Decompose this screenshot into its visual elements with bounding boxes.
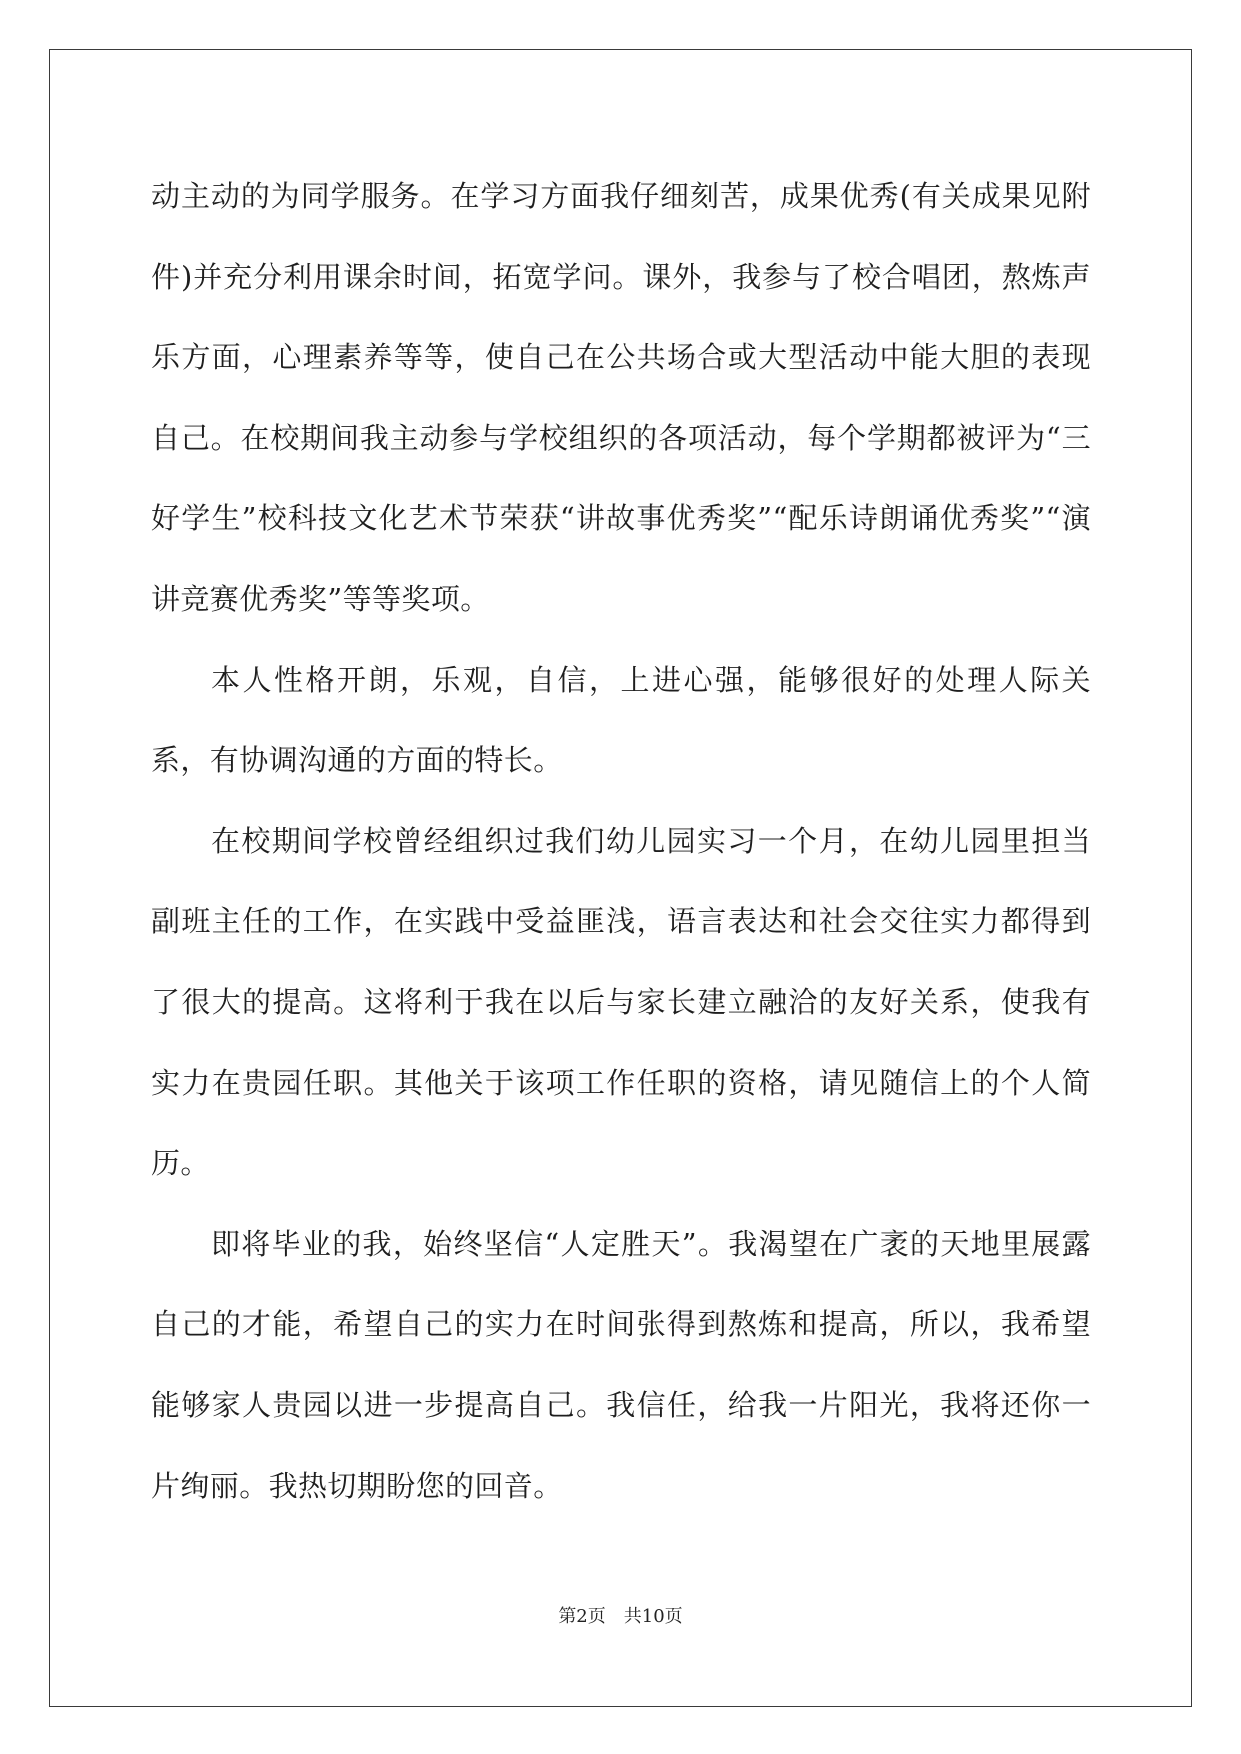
page-total: 共10页	[623, 1606, 683, 1627]
paragraph-1: 动主动的为同学服务。在学习方面我仔细刻苦，成果优秀(有关成果见附件)并充分利用课余时间，拓宽学问。课外，我参与了校合唱团，熬炼声乐方面，心理素养等等，使自己在公共场合或大型活动中能大胆的表现自己。在校期间我主动参与学校组织的各项活动，每个学期都被评为“三好学生”校科技文化艺术节荣获“讲故事优秀奖”“配乐诗朗诵优秀奖”“演讲竞赛优秀奖”等等奖项。	[151, 179, 1091, 616]
paragraph-2: 本人性格开朗，乐观，自信，上进心强，能够很好的处理人际关系，有协调沟通的方面的特长。	[151, 662, 1091, 778]
page-number: 第2页	[558, 1606, 606, 1627]
paragraph-3: 在校期间学校曾经组织过我们幼儿园实习一个月，在幼儿园里担当副班主任的工作，在实践中受益匪浅，语言表达和社会交往实力都得到了很大的提高。这将利于我在以后与家长建立融洽的友好关系，使我有实力在贵园任职。其他关于该项工作任职的资格，请见随信上的个人简历。	[151, 823, 1091, 1181]
paragraph-4: 即将毕业的我，始终坚信“人定胜天”。我渴望在广袤的天地里展露自己的才能，希望自己的实力在时间张得到熬炼和提高，所以，我希望能够家人贵园以进一步提高自己。我信任，给我一片阳光，我将还你一片绚丽。我热切期盼您的回音。	[151, 1226, 1091, 1503]
page-footer	[0, 1602, 1241, 1628]
document-body	[151, 156, 1091, 1526]
